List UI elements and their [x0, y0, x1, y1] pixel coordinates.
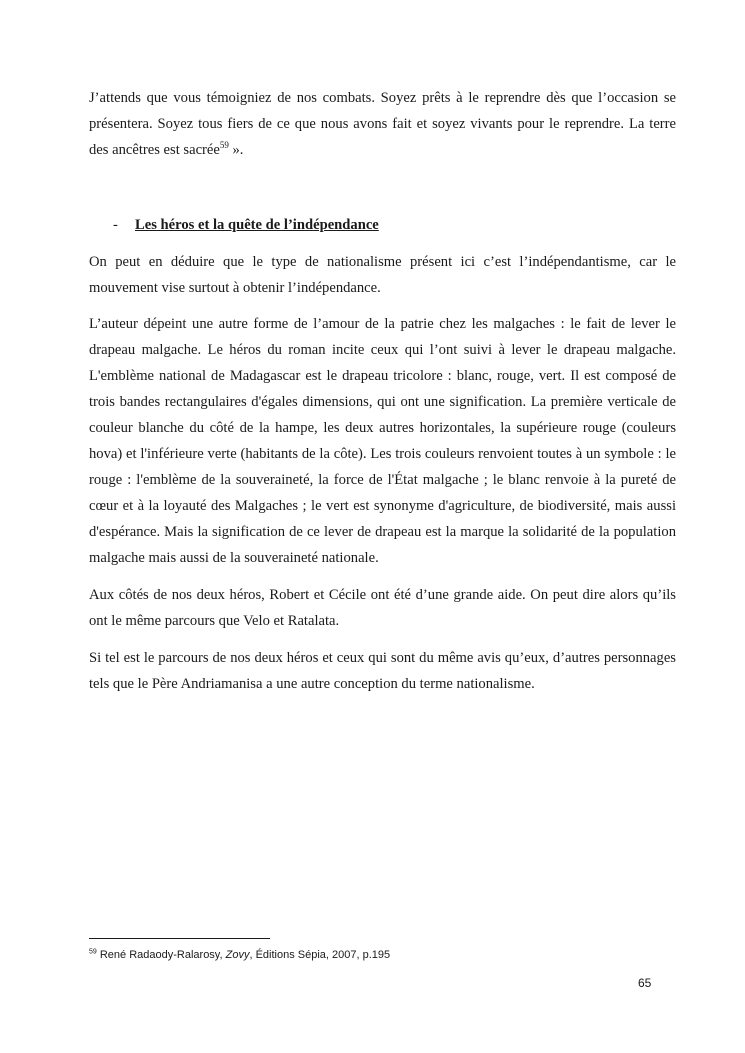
footnote-reference: 59 [219, 140, 229, 151]
footnote-number: 59 [89, 948, 97, 956]
paragraph-nationalism: On peut en déduire que le type de nationalisme présent ici c’est l’indépendantisme, car le mouvement vise surtout à obtenir l’indépendance. [89, 254, 676, 296]
quote-closing: ». [228, 142, 244, 158]
quote-paragraph [89, 85, 676, 163]
footnote [89, 947, 390, 963]
paragraph-pere-andriamanisa: Si tel est le parcours de nos deux héros et ceux qui sont du même avis qu’eux, d’autres personnages tels que le Père Andriamanisa a une autre conception du terme nationalisme. [89, 650, 676, 692]
paragraph-flag: L’auteur dépeint une autre forme de l’amour de la patrie chez les malgaches : le fait de lever le drapeau malgache. Le héros du roman incite ceux qui l’ont suivi à lever le drapeau malgache. L'emblème national de Madagascar est le drapeau tricolore : blanc, rouge, vert. Il est composé de trois bandes rectangulaires d'égales dimensions, qui ont une signification. La première verticale de couleur blanche du côté de la hampe, les deux autres horizontales, la supérieure rouge (couleurs hova) et l'inférieure verte (habitants de la côte). Les trois couleurs renvoient toutes à un symbole : le rouge : l'emblème de la souveraineté, la force de l'État malgache ; le blanc renvoie à la pureté de cœur et à la loyauté des Malgaches ; le vert est synonyme d'agriculture, de biodiversité, mais aussi d'espérance. Mais la signification de ce lever de drapeau est la marque la solidarité de la population malgache mais aussi de la souveraineté nationale. [89, 316, 676, 566]
paragraph-robert-cecile: Aux côtés de nos deux héros, Robert et Cécile ont été d’une grande aide. On peut dire alors qu’ils ont le même parcours que Velo et Ratalata. [89, 587, 676, 629]
footnote-publication: , Éditions Sépia, 2007, p.195 [249, 949, 391, 961]
page-number: 65 [638, 976, 652, 990]
heading-bullet: - [113, 217, 118, 233]
section-heading [113, 212, 379, 238]
section-heading-title: Les héros et la quête de l’indépendance [135, 217, 379, 233]
footnote-book-title: Zovy [225, 949, 250, 961]
footnote-author: René Radaody-Ralarosy, [96, 949, 226, 961]
quote-text: J’attends que vous témoigniez de nos combats. Soyez prêts à le reprendre dès que l’occasion se présentera. Soyez tous fiers de ce que nous avons fait et soyez vivants pour le reprendre. La terre des ancêtres est sacrée [89, 90, 676, 158]
footnote-divider [89, 938, 270, 939]
